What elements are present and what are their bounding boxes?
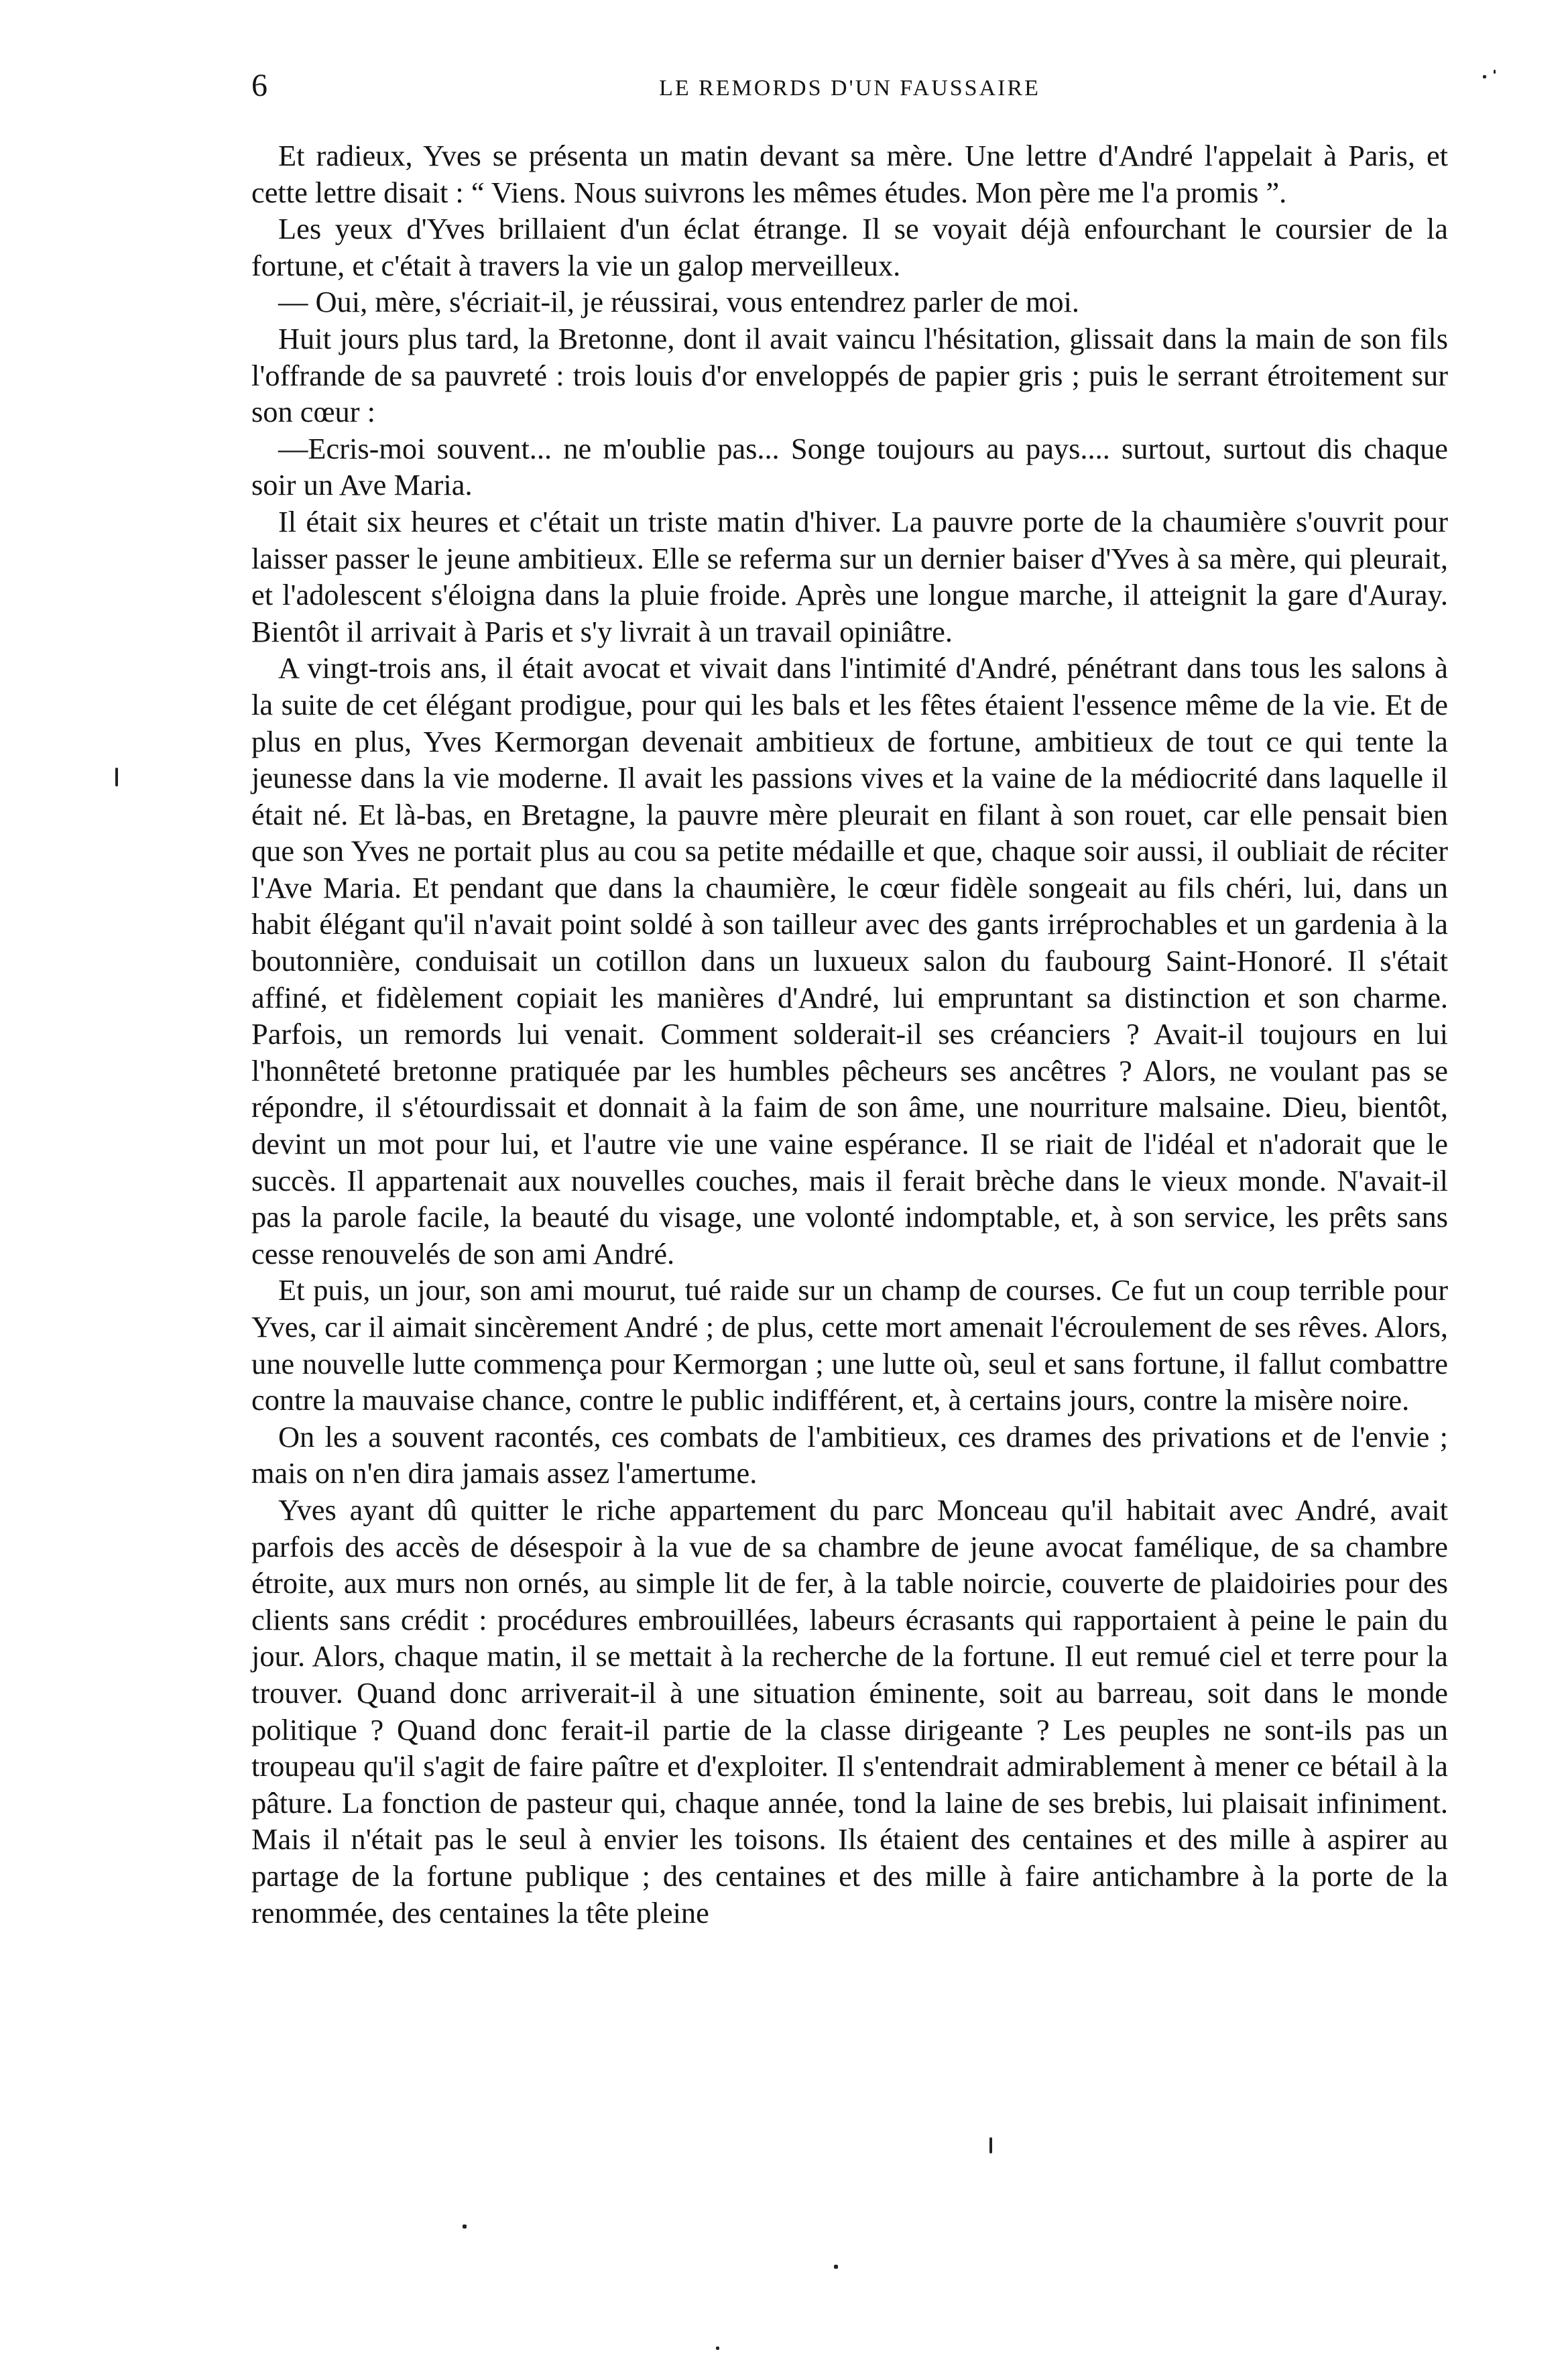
page-header <box>251 66 1448 106</box>
scan-speck <box>1494 70 1496 74</box>
paragraph-6: Il était six heures et c'était un triste matin d'hiver. La pauvre porte de la chaumière s'ouvrit pour laisser passer le jeune ambitieux. Elle se referma sur un dernier baiser d'Yves à sa mère, qui pleurait, et l'adolescent s'éloigna dans la pluie froide. Après une longue marche, il atteignit la gare d'Auray. Bientôt il arrivait à Paris et s'y livrait à un travail opiniâtre. <box>251 504 1448 648</box>
paragraph-9: On les a souvent racontés, ces combats de l'ambitieux, ces drames des privations et de l'envie ; mais on n'en dira jamais assez l'amertume. <box>251 1419 1448 1490</box>
scan-speck <box>115 768 118 786</box>
scan-speck <box>834 2265 838 2269</box>
scan-speck <box>989 2137 992 2153</box>
running-title: LE REMORDS D'UN FAUSSAIRE <box>659 76 1040 101</box>
paragraph-5: —Ecris-moi souvent... ne m'oublie pas... Songe toujours au pays.... surtout, surtout dis chaque soir un Ave Maria. <box>251 431 1448 502</box>
paragraph-7: A vingt-trois ans, il était avocat et vivait dans l'intimité d'André, pénétrant dans tous les salons à la suite de cet élégant prodigue, pour qui les bals et les fêtes étaient l'essence même de la vie. Et de plus en plus, Yves Kermorgan devenait ambitieux de fortune, ambitieux de tout ce qui tente la jeunesse dans la vie moderne. Il avait les passions vives et la vaine de la médiocrité dans laquelle il était né. Et là-bas, en Bretagne, la pauvre mère pleurait en filant à son rouet, car elle pensait bien que son Yves ne portait plus au cou sa petite médaille et que, chaque soir aussi, il oubliait de réciter l'Ave Maria. Et pendant que dans la chaumière, le cœur fidèle songeait au fils chéri, lui, dans un habit élégant qu'il n'avait point soldé à son tailleur avec des gants irréprochables et un gardenia à la boutonnière, conduisait un cotillon dans un luxueux salon du faubourg Saint-Honoré. Il s'était affiné, et fidèlement copiait les manières d'André, lui empruntant sa distinction et son charme. Parfois, un remords lui venait. Comment solderait-il ses créanciers ? Avait-il toujours en lui l'honnêteté bretonne pratiquée par les humbles pêcheurs ses ancêtres ? Alors, ne voulant pas se répondre, il s'étourdissait et donnait à la faim de son âme, une nourriture malsaine. Dieu, bientôt, devint un mot pour lui, et l'autre vie une vaine espérance. Il se riait de l'idéal et n'adorait que le succès. Il appartenait aux nouvelles couches, mais il ferait brèche dans le vieux monde. N'avait-il pas la parole facile, la beauté du visage, une volonté indomptable, et, à son service, les prêts sans cesse renouvelés de son ami André. <box>251 651 1448 1270</box>
paragraph-8: Et puis, un jour, son ami mourut, tué raide sur un champ de courses. Ce fut un coup terrible pour Yves, car il aimait sincèrement André ; de plus, cette mort amenait l'écroulement de ses rêves. Alors, une nouvelle lutte commença pour Kermorgan ; une lutte où, seul et sans fortune, il fallut combattre contre la mauvaise chance, contre le public indifférent, et, à certains jours, contre la misère noire. <box>251 1273 1448 1417</box>
paragraph-4: Huit jours plus tard, la Bretonne, dont il avait vaincu l'hésitation, glissait dans la main de son fils l'offrande de sa pauvreté : trois louis d'or enveloppés de papier gris ; puis le serrant étroitement sur son cœur : <box>251 321 1448 429</box>
paragraph-3: — Oui, mère, s'écriait-il, je réussirai, vous entendrez parler de moi. <box>278 285 1080 319</box>
paragraph-1: Et radieux, Yves se présenta un matin devant sa mère. Une lettre d'André l'appelait à Paris, et cette lettre disait : “ Viens. Nous suivrons les mêmes études. Mon père me l'a promis ”. <box>251 139 1448 209</box>
scan-speck <box>463 2225 467 2229</box>
paragraph-10: Yves ayant dû quitter le riche appartement du parc Monceau qu'il habitait avec André, avait parfois des accès de désespoir à la vue de sa chambre de jeune avocat famélique, de sa chambre étroite, aux murs non ornés, au simple lit de fer, à la table noircie, couverte de plaidoiries pour des clients sans crédit : procédures embrouillées, labeurs écrasants qui rapportaient à peine le pain du jour. Alors, chaque matin, il se mettait à la recherche de la fortune. Il eut remué ciel et terre pour la trouver. Quand donc arriverait-il à une situation éminente, soit au barreau, soit dans le monde politique ? Quand donc ferait-il partie de la classe dirigeante ? Les peuples ne sont-ils pas un troupeau qu'il s'agit de faire paître et d'exploiter. Il s'entendrait admirablement à mener ce bétail à la pâture. La fonction de pasteur qui, chaque année, tond la laine de ses brebis, lui plaisait infiniment. Mais il n'était pas le seul à envier les toisons. Ils étaient des centaines et des mille à aspirer au partage de la fortune publique ; des centaines et des mille à faire antichambre à la porte de la renommée, des centaines la tête pleine <box>251 1492 1448 1930</box>
scan-speck <box>716 2347 719 2350</box>
page-number: 6 <box>251 68 267 103</box>
body-text <box>251 137 1448 1931</box>
scan-speck <box>1483 75 1486 78</box>
paragraph-2: Les yeux d'Yves brillaient d'un éclat étrange. Il se voyait déjà enfourchant le coursier de la fortune, et c'était à travers la vie un galop merveilleux. <box>251 212 1448 282</box>
